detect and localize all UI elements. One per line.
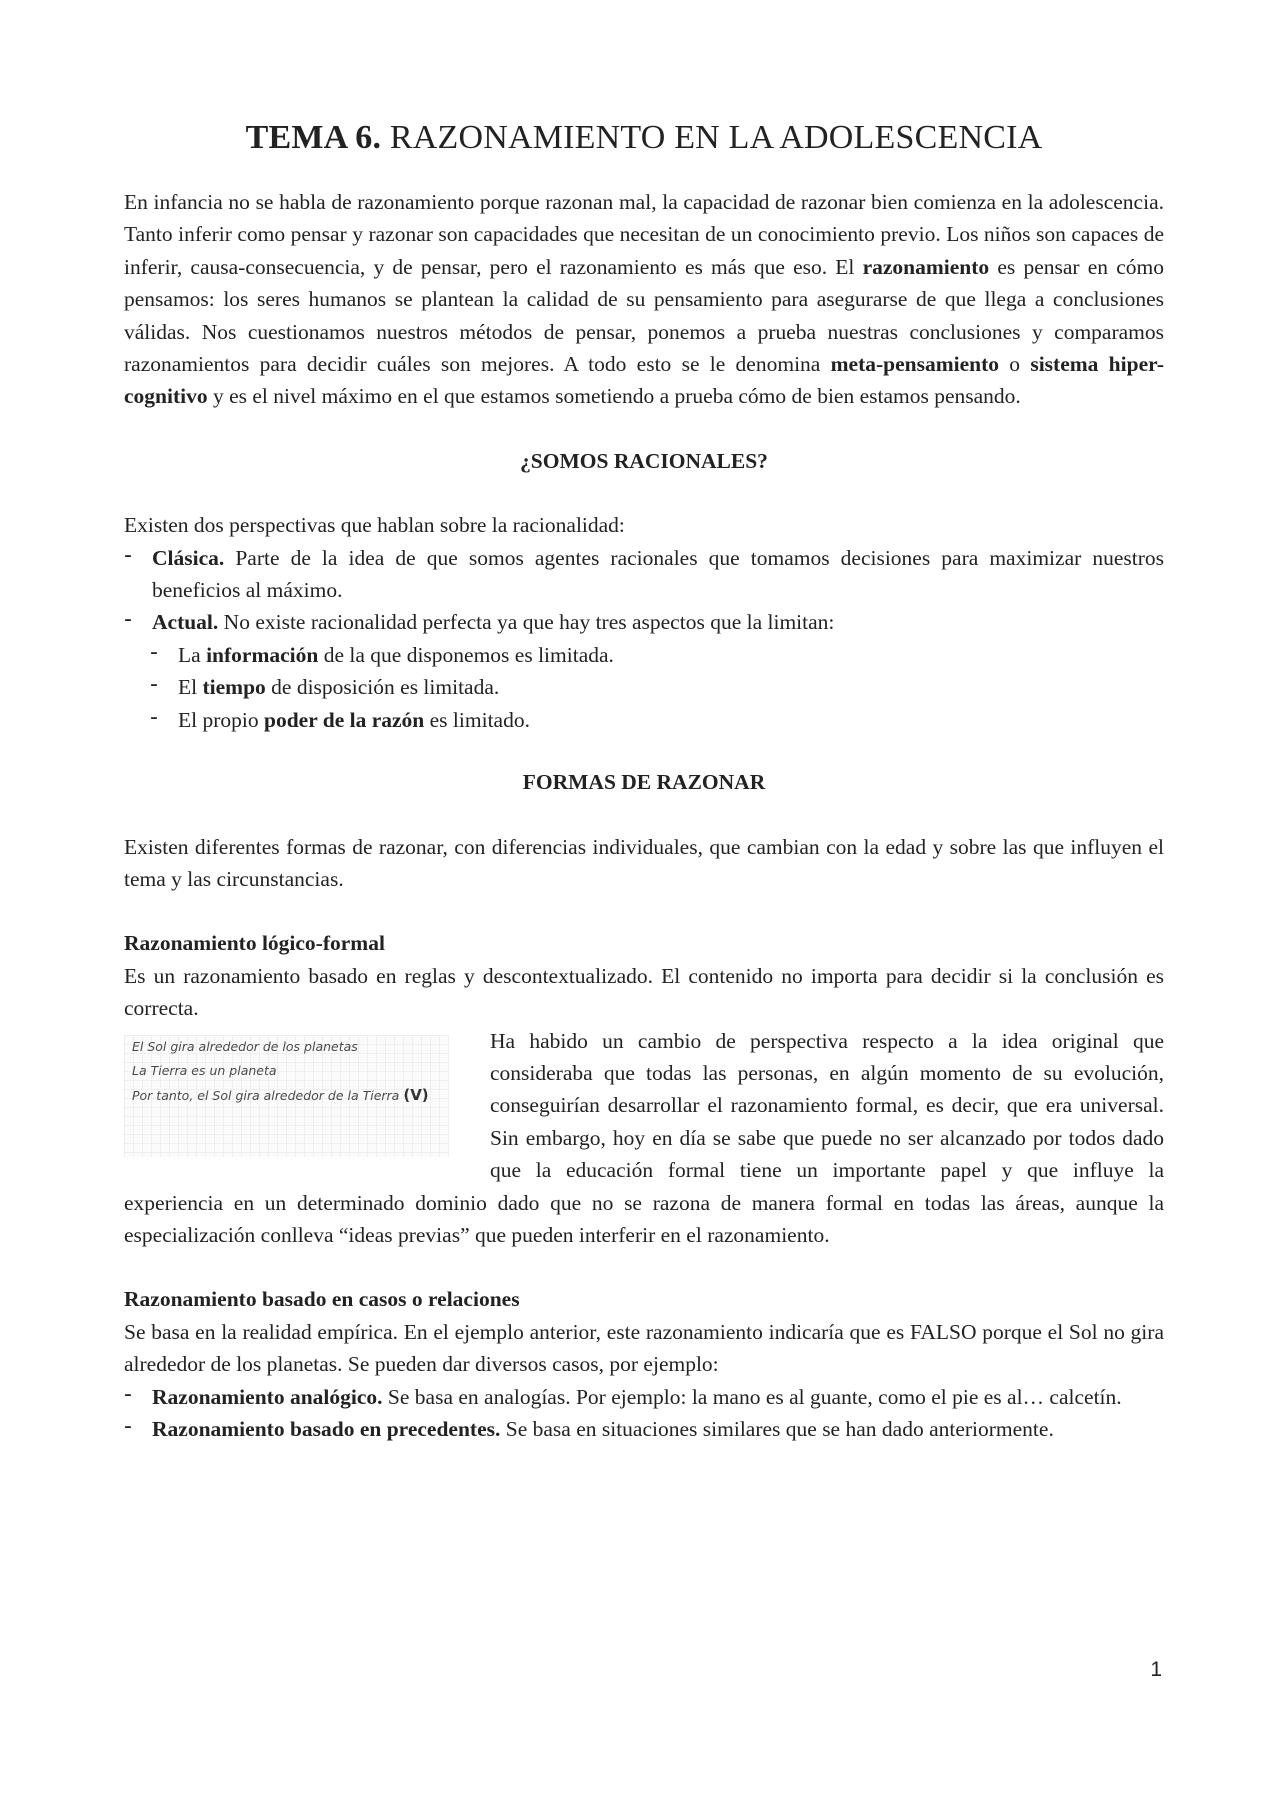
- analogico-label: Razonamiento analógico.: [152, 1384, 383, 1409]
- list-item-actual: [124, 606, 1164, 638]
- premise-2: La Tierra es un planeta: [132, 1062, 277, 1078]
- casos-paragraph: Se basa en la realidad empírica. En el ejemplo anterior, este razonamiento indicaría que es FALSO porque el Sol no gira alrededor de los planetas. Se pueden dar diversos casos, por ejemplo:: [124, 1319, 1164, 1377]
- precedentes-text: Se basa en situaciones similares que se han dado anteriormente.: [500, 1417, 1054, 1441]
- list-item-clasica: [124, 542, 1164, 607]
- intro-bold-3: sistema hiper-cognitivo: [124, 352, 1165, 409]
- logico-paragraph-1: Es un razonamiento basado en reglas y descontextualizado. El contenido no importa para decidir si la conclusión es correcta.: [124, 963, 1164, 1021]
- title-bold: TEMA 6.: [245, 119, 382, 156]
- intro-bold-2: meta-pensamiento: [830, 352, 1000, 377]
- limit-post: de la que disponemos es limitada.: [318, 642, 614, 667]
- list-item-informacion: [150, 639, 1164, 671]
- limit-pre: El: [178, 675, 203, 700]
- clasica-text: Parte de la idea de que somos agentes racionales que tomamos decisiones para maximizar nuestros beneficios al máximo.: [152, 545, 1164, 603]
- intro-text-3: o: [999, 352, 1031, 377]
- limit-pre: El propio: [178, 707, 264, 732]
- intro-bold-1: razonamiento: [862, 254, 990, 279]
- syllogism-image: [124, 1035, 449, 1157]
- list-item-tiempo: [150, 671, 1164, 703]
- syllogism-example: [124, 1029, 454, 1157]
- page-title: [124, 118, 1164, 158]
- verdict-label: (V): [403, 1085, 429, 1104]
- list-item-poder: [150, 704, 1164, 736]
- racionales-lead: Existen dos perspectivas que hablan sobre la racionalidad:: [124, 513, 625, 538]
- analogico-text: Se basa en analogías. Por ejemplo: la mano es al guante, como el pie es al… calcetín.: [382, 1384, 1122, 1409]
- actual-label: Actual.: [152, 610, 219, 635]
- list-item-analogico: [124, 1381, 1164, 1413]
- section-heading-formas: FORMAS DE RAZONAR: [522, 770, 766, 795]
- document-body: [124, 118, 1164, 1445]
- intro-text-4: y es el nivel máximo en el que estamos sometiendo a prueba cómo de bien estamos pensando.: [207, 384, 1021, 409]
- cases-list: [124, 1381, 1164, 1446]
- perspectives-list: [124, 542, 1164, 639]
- page-number: 1: [1150, 1658, 1162, 1681]
- actual-text: No existe racionalidad perfecta ya que hay tres aspectos que la limitan:: [218, 610, 835, 635]
- clasica-label: Clásica.: [152, 545, 225, 570]
- limits-list: [124, 639, 1164, 736]
- conclusion-text: Por tanto, el Sol gira alrededor de la Tierra: [132, 1087, 400, 1103]
- limit-post: es limitado.: [424, 707, 530, 732]
- precedentes-label: Razonamiento basado en precedentes.: [152, 1417, 501, 1441]
- subheading-logico-formal: Razonamiento lógico-formal: [124, 931, 385, 956]
- subheading-casos: Razonamiento basado en casos o relaciones: [124, 1287, 520, 1312]
- intro-paragraph: [124, 186, 1164, 413]
- intro-text-1: En infancia no se habla de razonamiento porque razonan mal, la capacidad de razonar bien comienza en la adolescencia. Tanto inferir como pensar y razonar son capacidades que necesitan de un conocimiento previo. Los niños son capaces de inferir, causa-consecuencia, y de pensar, pero el razonamiento es más que eso. El: [124, 190, 1164, 279]
- limit-bold: poder de la razón: [264, 707, 425, 732]
- limit-bold: información: [206, 642, 319, 667]
- intro-text-2: es pensar en cómo pensamos: los seres humanos se plantean la calidad de su pensamiento para asegurarse de que llega a conclusiones válidas. Nos cuestionamos nuestros métodos de pensar, ponemos a prueba nuestras conclusiones y comparamos razonamientos para decidir cuáles son mejores. A todo esto se le denomina: [124, 254, 1164, 377]
- list-item-precedentes: [124, 1413, 1164, 1445]
- section-heading-racionales: ¿SOMOS RACIONALES?: [520, 448, 768, 473]
- limit-post: de disposición es limitada.: [265, 675, 500, 700]
- logico-paragraph-2: Ha habido un cambio de perspectiva respecto a la idea original que consideraba que todas las personas, en algún momento de su evolución, conseguirían desarrollar el razonamiento formal, es decir, que era universal. Sin embargo, hoy en día se sabe que puede no ser alcanzado por todos dado que la educación formal tiene un importante papel y que influye la experiencia en un determinado dominio dado que no se razona de manera formal en todas las áreas, aunque la especialización conlleva “ideas previas” que pueden interferir en el razonamiento.: [124, 1028, 1164, 1247]
- formas-lead: Existen diferentes formas de razonar, con diferencias individuales, que cambian con la edad y sobre las que influyen el tema y las circunstancias.: [124, 834, 1164, 891]
- title-rest: RAZONAMIENTO EN LA ADOLESCENCIA: [381, 119, 1043, 156]
- premise-1: El Sol gira alrededor de los planetas: [132, 1038, 358, 1054]
- limit-bold: tiempo: [202, 675, 266, 700]
- conclusion: [124, 1083, 449, 1108]
- limit-pre: La: [178, 642, 207, 667]
